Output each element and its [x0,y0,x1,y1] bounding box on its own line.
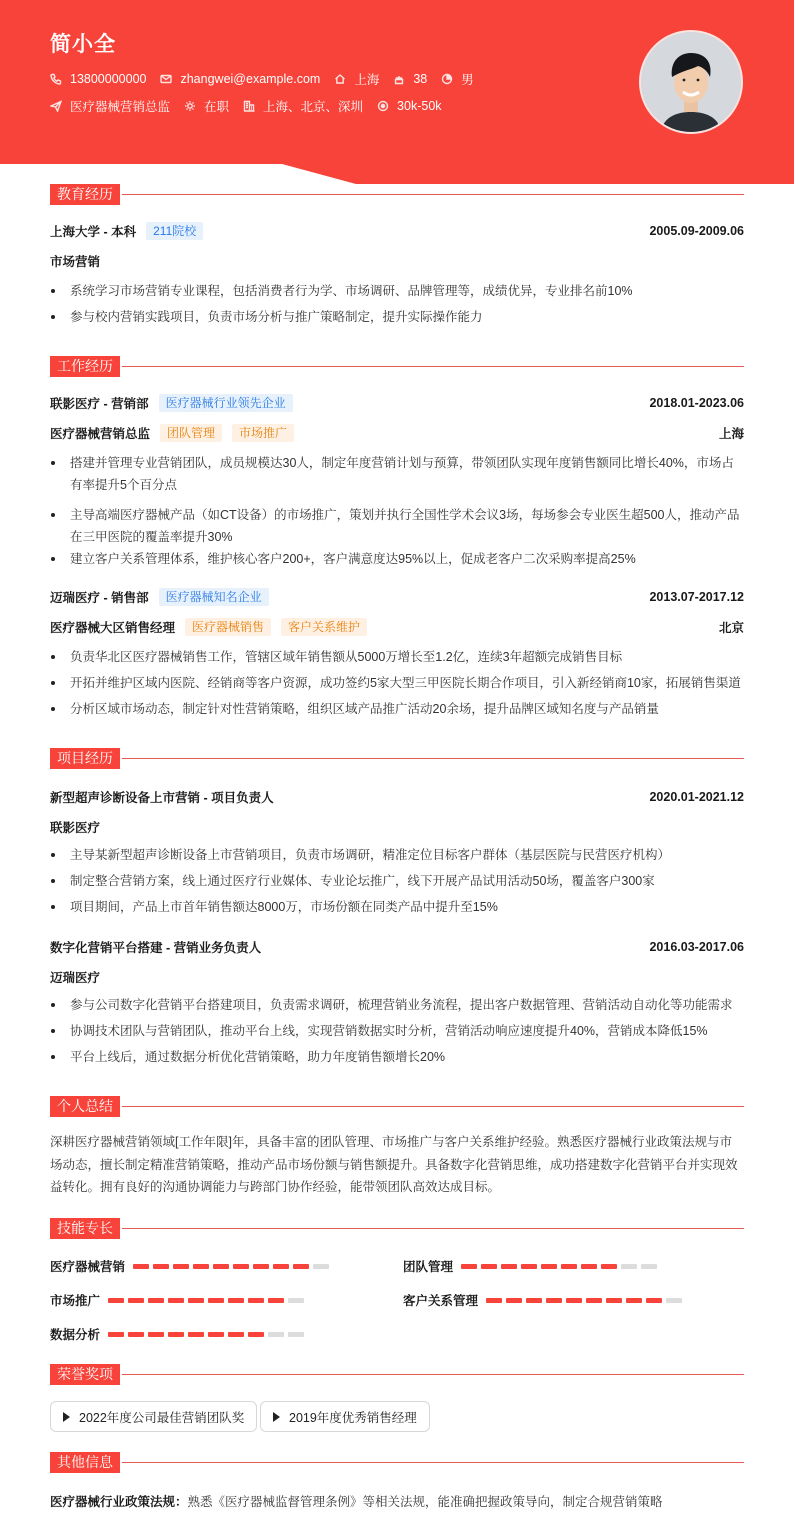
skill-name: 医疗器械营销 [50,1260,126,1274]
skills-header [50,1218,744,1238]
school-tag: 211院校 [146,222,203,240]
skill-bar-segment [521,1264,537,1269]
position-item: 医疗器械营销总监 [50,97,170,115]
list-item: 参与校内营销实践项目，负责市场分析与推广策略制定，提升实际操作能力 [50,306,744,328]
skill-bar-segment [666,1298,682,1303]
skill-level-bar [108,1332,308,1337]
list-item: 主导高端医疗器械产品（如CT设备）的市场推广，策划并执行全国性学术会议3场，每场参会专业医生超500人，推动产品在三甲医院的覆盖率提升30% [50,504,744,548]
project-org-row [50,968,744,986]
skill-bar-segment [213,1264,229,1269]
other-section [50,1452,744,1512]
skill-bar-segment [501,1264,517,1269]
skill-bar-segment [228,1332,244,1337]
skill-name: 市场推广 [50,1294,101,1308]
skill-bar-segment [168,1332,184,1337]
section-title: 项目经历 [50,748,120,769]
skill-bar-segment [128,1332,144,1337]
section-title: 工作经历 [50,356,120,377]
phone-icon [50,73,62,85]
skill-item [403,1257,661,1275]
age-item: 38 [393,72,427,86]
skill-bar-segment [273,1264,289,1269]
list-item: 协调技术团队与营销团队，推动平台上线，实现营销数据实时分析，营销活动响应速度提升40%，营销成本降低15% [50,1020,744,1042]
cake-icon [393,73,405,85]
skill-bar-segment [208,1298,224,1303]
work-position-row [50,424,744,442]
work-date: 2013.07-2017.12 [649,590,744,604]
section-title: 个人总结 [50,1096,120,1117]
work-date: 2018.01-2023.06 [649,396,744,410]
skill-bar-segment [153,1264,169,1269]
position: 医疗器械营销总监 [50,427,151,441]
awards-header [50,1364,744,1384]
company-name: 迈瑞医疗 - 销售部 [50,591,149,605]
work-location: 上海 [718,427,744,441]
phone-item: 13800000000 [50,72,146,86]
skill-tag: 团队管理 [160,424,222,442]
triangle-right-icon [273,1412,280,1422]
skill-bar-segment [526,1298,542,1303]
list-item: 系统学习市场营销专业课程，包括消费者行为学、市场调研、品牌管理等，成绩优异，专业排名前10% [50,280,744,302]
other-text: 熟悉《医疗器械监督管理条例》等相关法规，能准确把握政策导向，制定合规营销策略 [187,1495,663,1509]
skill-tag: 市场推广 [232,424,294,442]
skill-bar-segment [641,1264,657,1269]
job-intent-row [50,97,456,115]
projects-header [50,748,744,768]
skills-section [50,1218,744,1348]
project-row [50,938,744,956]
salary-item: 30k-50k [377,99,441,113]
skill-bar-segment [481,1264,497,1269]
skill-bar-segment [586,1298,602,1303]
skill-bar-segment [288,1332,304,1337]
send-icon [50,100,62,112]
projects-section [50,748,744,1078]
skill-level-bar [486,1298,686,1303]
skill-bar-segment [541,1264,557,1269]
work-header [50,356,744,376]
skill-bar-segment [168,1298,184,1303]
project-org: 迈瑞医疗 [50,971,101,985]
project-row [50,788,744,806]
list-item: 主导某新型超声诊断设备上市营销项目，负责市场调研，精准定位目标客户群体（基层医院与民营医疗机构） [50,844,744,866]
skill-bar-segment [268,1298,284,1303]
skill-bar-segment [626,1298,642,1303]
summary-text: 深耕医疗器械营销领域[工作年限]年，具备丰富的团队管理、市场推广与客户关系维护经验。熟悉医疗器械行业政策法规与市场动态，擅长制定精准营销策略，推动产品市场份额与销售额提升。具备数字化营销思维，成功搭建数字化营销平台并实现效益转化。拥有良好的沟通协调能力与跨部门协作经验，能带领团队高效达成目标。 [50,1135,738,1194]
skill-bar-segment [248,1298,264,1303]
project-org: 联影医疗 [50,821,101,835]
awards-list [50,1401,744,1433]
list-item: 分析区域市场动态，制定针对性营销策略，组织区域产品推广活动20余场，提升品牌区域知名度与产品销量 [50,698,744,720]
awards-section [50,1364,744,1434]
email-item: zhangwei@example.com [160,72,320,86]
skill-bar-segment [313,1264,329,1269]
skill-bar-segment [188,1332,204,1337]
education-section [50,184,744,334]
skill-name: 客户关系管理 [403,1294,479,1308]
section-divider [122,194,744,195]
skill-bar-segment [233,1264,249,1269]
skill-bar-segment [566,1298,582,1303]
summary-header [50,1096,744,1116]
skill-bar-segment [581,1264,597,1269]
major: 市场营销 [50,255,101,269]
other-label: 医疗器械行业政策法规： [50,1495,188,1509]
list-item: 平台上线后，通过数据分析优化营销策略，助力年度销售额增长20% [50,1046,744,1068]
home-icon [334,73,346,85]
skill-bar-segment [128,1298,144,1303]
status-icon [184,100,196,112]
salary-icon [377,100,389,112]
section-divider [122,366,744,367]
gender-icon [441,73,453,85]
skill-tag: 医疗器械销售 [185,618,271,636]
project-org-row [50,818,744,836]
avatar [639,30,743,134]
summary-section [50,1096,744,1206]
work-company-row [50,394,744,412]
skill-level-bar [461,1264,661,1269]
section-title: 荣誉奖项 [50,1364,120,1385]
skill-bar-segment [188,1298,204,1303]
education-date: 2005.09-2009.06 [649,224,744,238]
company-name: 联影医疗 - 营销部 [50,397,149,411]
skill-bar-segment [601,1264,617,1269]
other-header [50,1452,744,1472]
list-item: 项目期间，产品上市首年销售额达8000万，市场份额在同类产品中提升至15% [50,896,744,918]
skill-bar-segment [461,1264,477,1269]
work-position-row [50,618,744,636]
section-divider [122,758,744,759]
skill-bar-segment [133,1264,149,1269]
award-item: 2019年度优秀销售经理 [260,1401,430,1432]
skill-bar-segment [108,1298,124,1303]
section-divider [122,1374,744,1375]
skill-bar-segment [621,1264,637,1269]
skill-level-bar [133,1264,333,1269]
skill-bar-segment [228,1298,244,1303]
company-tag: 医疗器械知名企业 [159,588,269,606]
company-tag: 医疗器械行业领先企业 [159,394,293,412]
skill-bar-segment [268,1332,284,1337]
skill-item [50,1257,333,1275]
work-location: 北京 [718,621,744,635]
skill-level-bar [108,1298,308,1303]
skill-bar-segment [293,1264,309,1269]
project-date: 2020.01-2021.12 [649,790,744,804]
skill-bar-segment [546,1298,562,1303]
skill-bar-segment [646,1298,662,1303]
city-item: 上海 [334,70,379,88]
list-item: 制定整合营销方案，线上通过医疗行业媒体、专业论坛推广，线下开展产品试用活动50场，覆盖客户300家 [50,870,744,892]
skill-bar-segment [208,1332,224,1337]
skill-bar-segment [486,1298,502,1303]
work-company-row [50,588,744,606]
cities-item: 上海、北京、深圳 [243,97,363,115]
list-item: 负责华北区医疗器械销售工作，管辖区域年销售额从5000万增长至1.2亿，连续3年超额完成销售目标 [50,646,744,668]
major-row [50,252,744,270]
award-item: 2022年度公司最佳营销团队奖 [50,1401,257,1432]
triangle-right-icon [63,1412,70,1422]
list-item: 参与公司数字化营销平台搭建项目，负责需求调研，梳理营销业务流程，提出客户数据管理、营销活动自动化等功能需求 [50,994,744,1016]
list-item: 建立客户关系管理体系，维护核心客户200+，客户满意度达95%以上，促成老客户二次采购率提高25% [50,548,744,570]
project-name: 数字化营销平台搭建 - 营销业务负责人 [50,941,262,955]
skill-bar-segment [606,1298,622,1303]
status-item: 在职 [184,97,229,115]
skill-item [50,1291,308,1309]
skill-name: 团队管理 [403,1260,454,1274]
section-title: 技能专长 [50,1218,120,1239]
project-date: 2016.03-2017.06 [649,940,744,954]
skill-name: 数据分析 [50,1328,101,1342]
candidate-name: 简小全 [50,33,116,56]
skill-bar-segment [253,1264,269,1269]
section-divider [122,1228,744,1229]
skill-bar-segment [248,1332,264,1337]
gender-item: 男 [441,70,474,88]
skill-bar-segment [193,1264,209,1269]
skill-bar-segment [108,1332,124,1337]
skill-item [403,1291,686,1309]
position: 医疗器械大区销售经理 [50,621,176,635]
building-icon [243,100,255,112]
other-info-row [50,1492,744,1510]
education-header [50,184,744,204]
skill-bar-segment [173,1264,189,1269]
project-name: 新型超声诊断设备上市营销 - 项目负责人 [50,791,274,805]
skill-bar-segment [561,1264,577,1269]
section-divider [122,1462,744,1463]
school-name: 上海大学 - 本科 [50,225,137,239]
section-title: 其他信息 [50,1452,120,1473]
education-row [50,222,744,240]
skill-bar-segment [506,1298,522,1303]
work-section [50,356,744,726]
section-divider [122,1106,744,1107]
skill-bar-segment [288,1298,304,1303]
avatar-photo-icon [641,32,741,132]
list-item: 开拓并维护区域内医院、经销商等客户资源，成功签约5家大型三甲医院长期合作项目，引入新经销商10家，拓展销售渠道 [50,672,744,694]
contact-row [50,70,488,88]
skill-bar-segment [148,1332,164,1337]
skill-tag: 客户关系维护 [281,618,367,636]
list-item: 搭建并管理专业营销团队，成员规模达30人，制定年度营销计划与预算，带领团队实现年度销售额同比增长40%，市场占有率提升5个百分点 [50,452,744,496]
mail-icon [160,73,172,85]
section-title: 教育经历 [50,184,120,205]
skill-item [50,1325,308,1343]
skill-bar-segment [148,1298,164,1303]
